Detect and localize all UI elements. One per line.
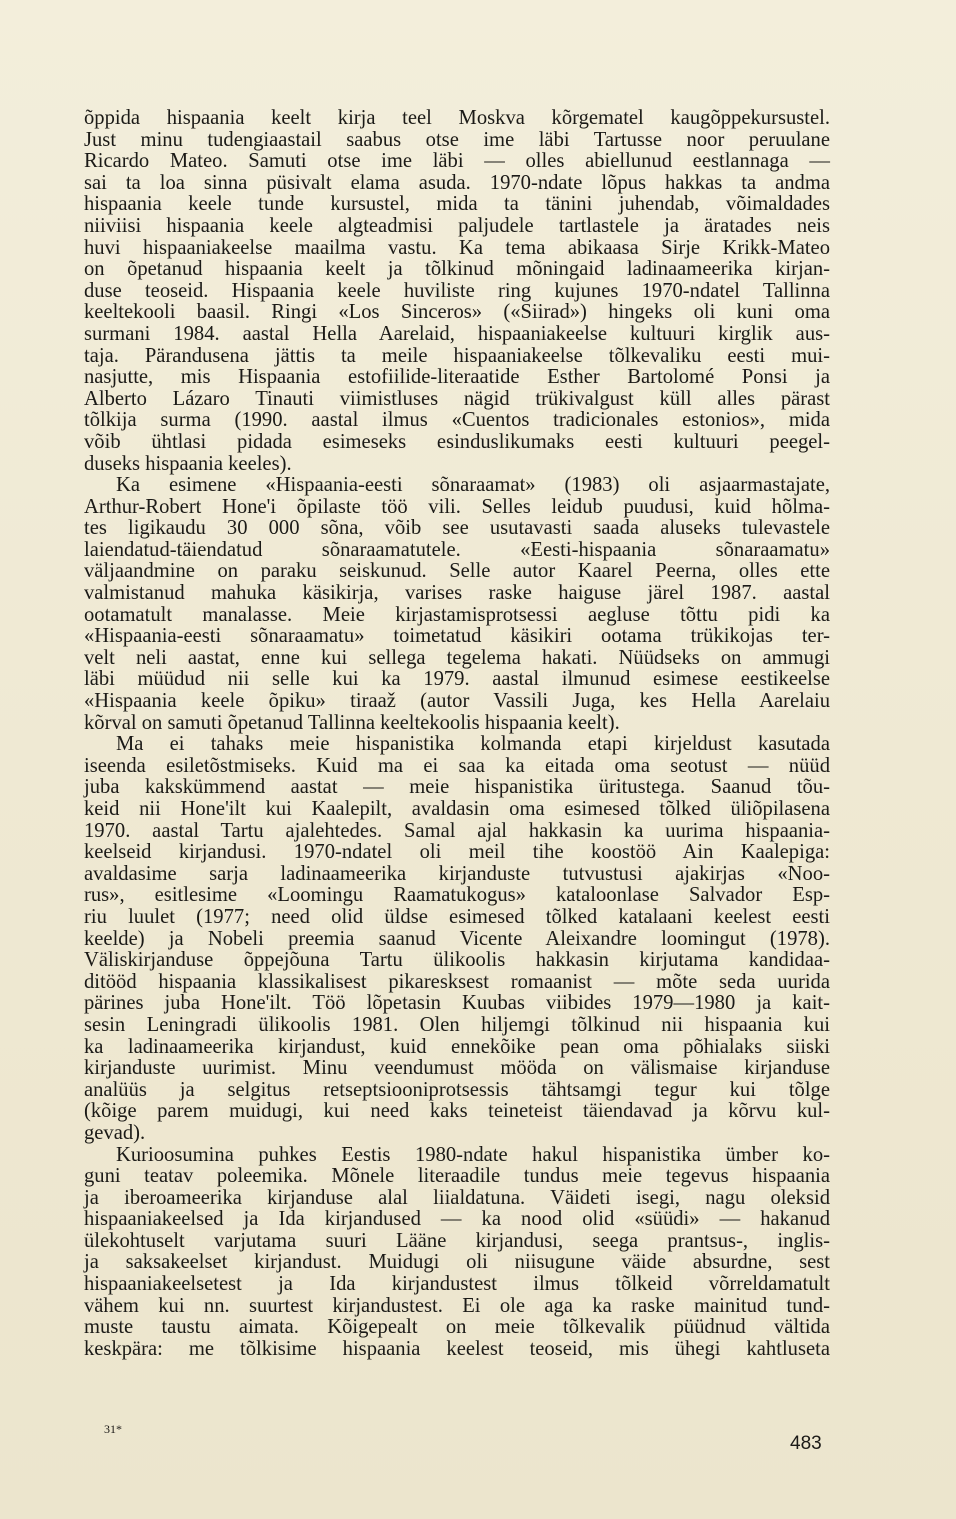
text-line: ja saksakeelset kirjandust. Muidugi oli niisugune väide absurdne, sest bbox=[84, 1251, 830, 1274]
text-line: surmani 1984. aastal Hella Aarelaid, hispaaniakeelse kultuuri kirglik aus- bbox=[84, 322, 830, 345]
text-line: laiendatud-täiendatud sõnaraamatutele. «Eesti-hispaania sõnaraamatu» bbox=[84, 538, 830, 561]
text-line: analüüs ja selgitus retseptsiooniprotsessis tähtsamgi tegur kui tõlge bbox=[84, 1078, 830, 1101]
text-line: Arthur-Robert Hone'i õpilaste töö vili. Selles leidub puudusi, kuid hõlma- bbox=[84, 495, 830, 518]
text-line: iseenda esiletõstmiseks. Kuid ma ei saa ka eitada oma seotust — nüüd bbox=[84, 754, 830, 777]
text-line: Ricardo Mateo. Samuti otse ime läbi — olles abiellunud eestlannaga — bbox=[84, 150, 830, 173]
text-line: nasjutte, mis Hispaania estofiilide-literaatide Esther Bartolomé Ponsi ja bbox=[84, 366, 830, 389]
text-line: «Hispaania keele õpiku» tiraaž (autor Vassili Juga, kes Hella Aarelaiu bbox=[84, 690, 830, 713]
text-line: (kõige parem muidugi, kui need kaks teineteist täiendavad ja kõrvu kul- bbox=[84, 1100, 830, 1123]
text-line: duseks hispaania keeles). bbox=[84, 452, 292, 475]
text-line: kirjanduste uurimist. Minu veendumust mööda on välismaise kirjanduse bbox=[84, 1057, 830, 1080]
text-line: vähem kui nn. suurtest kirjandustest. Ei ole aga ka raske mainitud tund- bbox=[84, 1294, 830, 1317]
body-text bbox=[84, 108, 830, 1360]
text-line: pärines juba Hone'ilt. Töö lõpetasin Kuubas viibides 1979—1980 ja kait- bbox=[84, 992, 830, 1015]
text-line: keelseid kirjandusi. 1970-ndatel oli meil tihe koostöö Ain Kaalepiga: bbox=[84, 841, 830, 864]
text-line: gevad). bbox=[84, 1121, 146, 1144]
text-line: keelde) ja Nobeli preemia saanud Vicente Aleixandre loomingut (1978). bbox=[84, 927, 830, 950]
text-line: sai ta loa sinna püsivalt elama asuda. 1970-ndate lõpus hakkas ta andma bbox=[84, 171, 830, 194]
text-line: kõrval on samuti õpetanud Tallinna keeltekoolis hispaania keelt). bbox=[84, 711, 620, 734]
text-line: 1970. aastal Tartu ajalehtedes. Samal ajal hakkasin ka uurima hispaania- bbox=[84, 819, 830, 842]
text-line: keeltekooli baasil. Ringi «Los Sinceros» («Siirad») hingeks oli kuni oma bbox=[84, 301, 830, 324]
text-line: läbi müüdud nii selle kui ka 1979. aastal ilmunud esimese eestikeelse bbox=[84, 668, 830, 691]
text-line: hispaaniakeelsetest ja Ida kirjandustest ilmus tõlkeid võrreldamatult bbox=[84, 1273, 830, 1296]
text-line: on õpetanud hispaania keelt ja tõlkinud mõningaid ladinaameerika kirjan- bbox=[84, 258, 830, 281]
text-line: väljaandmine on paraku seiskunud. Selle autor Kaarel Peerna, olles ette bbox=[84, 560, 830, 583]
text-line: keid nii Hone'ilt kui Kaalepilt, avaldasin oma esimesed tõlked üliõpilasena bbox=[84, 798, 830, 820]
printer-signature: 31* bbox=[104, 1422, 122, 1436]
text-line: taja. Pärandusena jättis ta meile hispaaniakeelse tõlkevaliku eesti mui- bbox=[84, 344, 830, 367]
text-line: Alberto Lázaro Tinauti viimistluses nägid trükivalgust küll alles pärast bbox=[84, 387, 830, 410]
text-line: keskpära: me tõlkisime hispaania keelest teoseid, mis ühegi kahtluseta bbox=[84, 1337, 830, 1360]
text-line: õppida hispaania keelt kirja teel Moskva kõrgematel kaugõppekursustel. bbox=[84, 107, 830, 129]
text-line: riu luulet (1977; need olid üldse esimesed tõlked katalaani keelest eesti bbox=[84, 905, 830, 928]
text-line: muste taustu aimata. Kõigepealt on meie tõlkevalik püüdnud vältida bbox=[84, 1316, 830, 1339]
text-line: ka ladinaameerika kirjandust, kuid ennekõike pean oma põhialaks siiski bbox=[84, 1035, 830, 1058]
text-line: Ma ei tahaks meie hispanistika kolmanda etapi kirjeldust kasutada bbox=[116, 733, 830, 756]
text-line: ootamatult manalasse. Meie kirjastamisprotsessi aegluse tõttu pidi ka bbox=[84, 603, 830, 626]
text-line: duse teoseid. Hispaania keele huviliste ring kujunes 1970-ndatel Tallinna bbox=[84, 279, 830, 302]
text-line: huvi hispaaniakeelse maailma vastu. Ka tema abikaasa Sirje Krikk-Mateo bbox=[84, 236, 830, 259]
text-line: võib ühtlasi pidada esimeseks esinduslikumaks eesti kultuuri peegel- bbox=[84, 430, 830, 453]
text-line: Väliskirjanduse õppejõuna Tartu ülikoolis hakkasin kirjutama kandidaa- bbox=[84, 949, 830, 972]
text-line: tõlkija surma (1990. aastal ilmus «Cuentos tradicionales estonios», mida bbox=[84, 409, 830, 432]
page-number: 483 bbox=[790, 1433, 822, 1454]
text-line: hispaaniakeelsed ja Ida kirjandused — ka nood olid «süüdi» — hakanud bbox=[84, 1208, 830, 1231]
text-line: hispaania keele tunde kursustel, mida ta tänini juhendab, võimaldades bbox=[84, 193, 830, 216]
text-line: guni teatav poleemika. Mõnele literaadile tundus meie tegevus hispaania bbox=[84, 1165, 830, 1188]
text-line: tes ligikaudu 30 000 sõna, võib see usutavasti saada aluseks tulevastele bbox=[84, 517, 830, 540]
text-line: avaldasime sarja ladinaameerika kirjanduste tutvustusi ajakirjas «Noo- bbox=[84, 862, 830, 885]
text-line: Just minu tudengiaastail saabus otse ime läbi Tartusse noor peruulane bbox=[84, 128, 830, 151]
text-line: ülekohtuselt varjutama suuri Lääne kirjandusi, seega prantsus-, inglis- bbox=[84, 1229, 830, 1252]
text-line: juba kakskümmend aastat — meie hispanistika üritustega. Saanud tõu- bbox=[84, 776, 830, 799]
text-line: niiviisi hispaania keele algteadmisi paljudele tartlastele ja äratades neis bbox=[84, 214, 830, 237]
text-line: ditööd hispaania klassikalisest pikaresksest romaanist — mõte seda uurida bbox=[84, 970, 830, 993]
text-line: sesin Leningradi ülikoolis 1981. Olen hiljemgi tõlkinud nii hispaania kui bbox=[84, 1013, 830, 1036]
text-line: Kurioosumina puhkes Eestis 1980-ndate hakul hispanistika ümber ko- bbox=[116, 1143, 830, 1166]
text-line: Ka esimene «Hispaania-eesti sõnaraamat» (1983) oli asjaarmastajate, bbox=[116, 474, 830, 497]
text-line: valmistanud mahuka käsikirja, varises raske haiguse järel 1987. aastal bbox=[84, 582, 830, 605]
text-line: ja iberoameerika kirjanduse alal liialdatuna. Väideti isegi, nagu oleksid bbox=[84, 1186, 830, 1209]
text-line: velt neli aastat, enne kui sellega tegelema hakati. Nüüdseks on ammugi bbox=[84, 646, 830, 669]
text-line: rus», esitlesime «Loomingu Raamatukogus» kataloonlase Salvador Esp- bbox=[84, 884, 830, 907]
text-line: «Hispaania-eesti sõnaraamatu» toimetatud käsikiri ootama trükikojas ter- bbox=[84, 625, 830, 648]
